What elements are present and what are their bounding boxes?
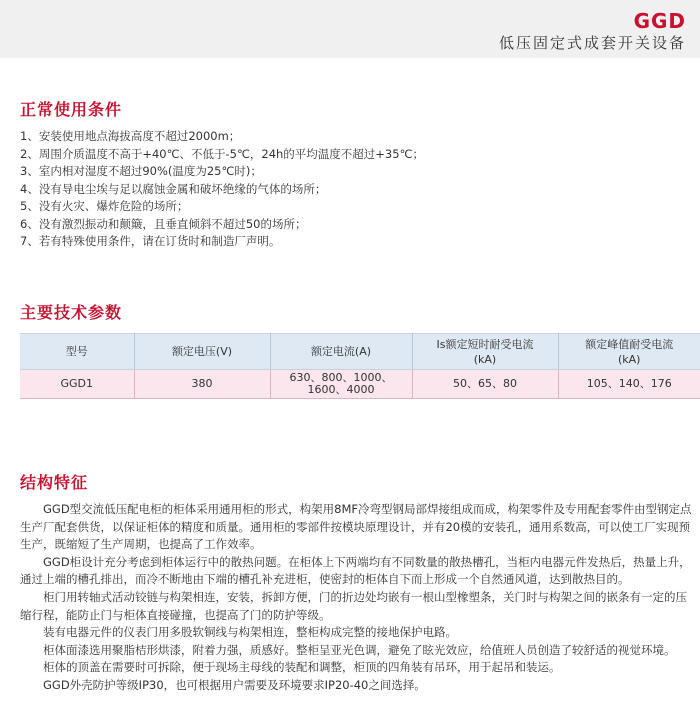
product-title: 低压固定式成套开关设备 (498, 34, 686, 52)
list-item: 1、安装使用地点海拔高度不超过2000m； (20, 129, 241, 143)
table-cell: 630、800、1000、1600、4000 (270, 370, 412, 399)
column-header: 额定峰值耐受电流(kA) (558, 334, 700, 370)
list-item: 7、若有特殊使用条件，请在订货时和制造厂声明。 (20, 234, 281, 248)
paragraph: GGD柜设计充分考虑到柜体运行中的散热问题。在柜体上下两端均有不同数量的散热槽孔，当柜内电器元件发热后，热量上升，通过上端的槽孔排出，而冷不断地由下端的槽孔补充进柜，使密封的柜体自下而上形成一个自然通风道，达到散热目的。 (20, 554, 691, 587)
column-header: Is额定短时耐受电流(kA) (412, 334, 558, 370)
table-cell: 380 (134, 370, 270, 399)
paragraph: GGD外壳防护等级IP30，也可根据用户需要及环境要求IP20-40之间选择。 (43, 677, 426, 692)
column-header: 额定电压(V) (134, 334, 270, 370)
column-header: 型号 (20, 334, 134, 370)
list-item: 2、周围介质温度不高于+40℃、不低于-5℃，24h的平均温度不超过+35℃； (20, 146, 424, 161)
conditions-list (20, 128, 424, 251)
list-item: 4、没有导电尘埃与足以腐蚀金属和破坏绝缘的气体的场所； (20, 181, 327, 196)
header-band (0, 0, 700, 58)
paragraph: 柜门用转轴式活动铰链与构架相连，安装，拆卸方便，门的折边处均嵌有一根山型橡塑条，关门时与构架之间的嵌条有一定的压缩行程，能防止门与柜体直接碰撞，也提高了门的防护等级。 (20, 589, 687, 622)
table-cell: 105、140、176 (558, 370, 700, 399)
table-header-row (20, 334, 700, 370)
structure-body (20, 501, 695, 695)
spec-table (20, 333, 700, 399)
column-header: 额定电流(A) (270, 334, 412, 370)
paragraph: 柜体的顶盖在需要时可拆除，便于现场主母线的装配和调整，柜顶的四角装有吊环，用于起吊和装运。 (43, 660, 561, 675)
paragraph: 装有电器元件的仪表门用多股软铜线与构架相连，整柜构成完整的接地保护电路。 (43, 625, 457, 640)
paragraph: GGD型交流低压配电柜的柜体采用通用柜的形式，构架用8MF冷弯型钢局部焊接组成而成，构架零件及专用配套零件由型钢定点生产厂配套供货，以保证柜体的精度和质量。通用柜的零部件按模块原理设计，并有20模的安装孔，通用系数高，可以使工厂实现预生产，既缩短了生产周期，也提高了工作效率。 (20, 502, 692, 552)
list-item: 6、没有激烈振动和颠簸，且垂直倾斜不超过50的场所； (20, 216, 307, 231)
table-cell: 50、65、80 (412, 370, 558, 399)
list-item: 5、没有火灾、爆炸危险的场所； (20, 199, 189, 213)
specs-heading: 主要技术参数 (20, 303, 123, 322)
list-item: 3、室内相对湿度不超过90%(温度为25℃时)； (20, 164, 262, 178)
conditions-heading: 正常使用条件 (20, 100, 123, 119)
product-code: GGD (633, 9, 686, 33)
table-row (20, 370, 700, 399)
table-cell: GGD1 (20, 370, 134, 399)
structure-heading: 结构特征 (20, 473, 89, 492)
paragraph: 柜体面漆选用聚脂桔形烘漆，附着力强，质感好。整柜呈亚光色调，避免了眩光效应，给值班人员创造了较舒适的视觉环境。 (43, 642, 676, 657)
